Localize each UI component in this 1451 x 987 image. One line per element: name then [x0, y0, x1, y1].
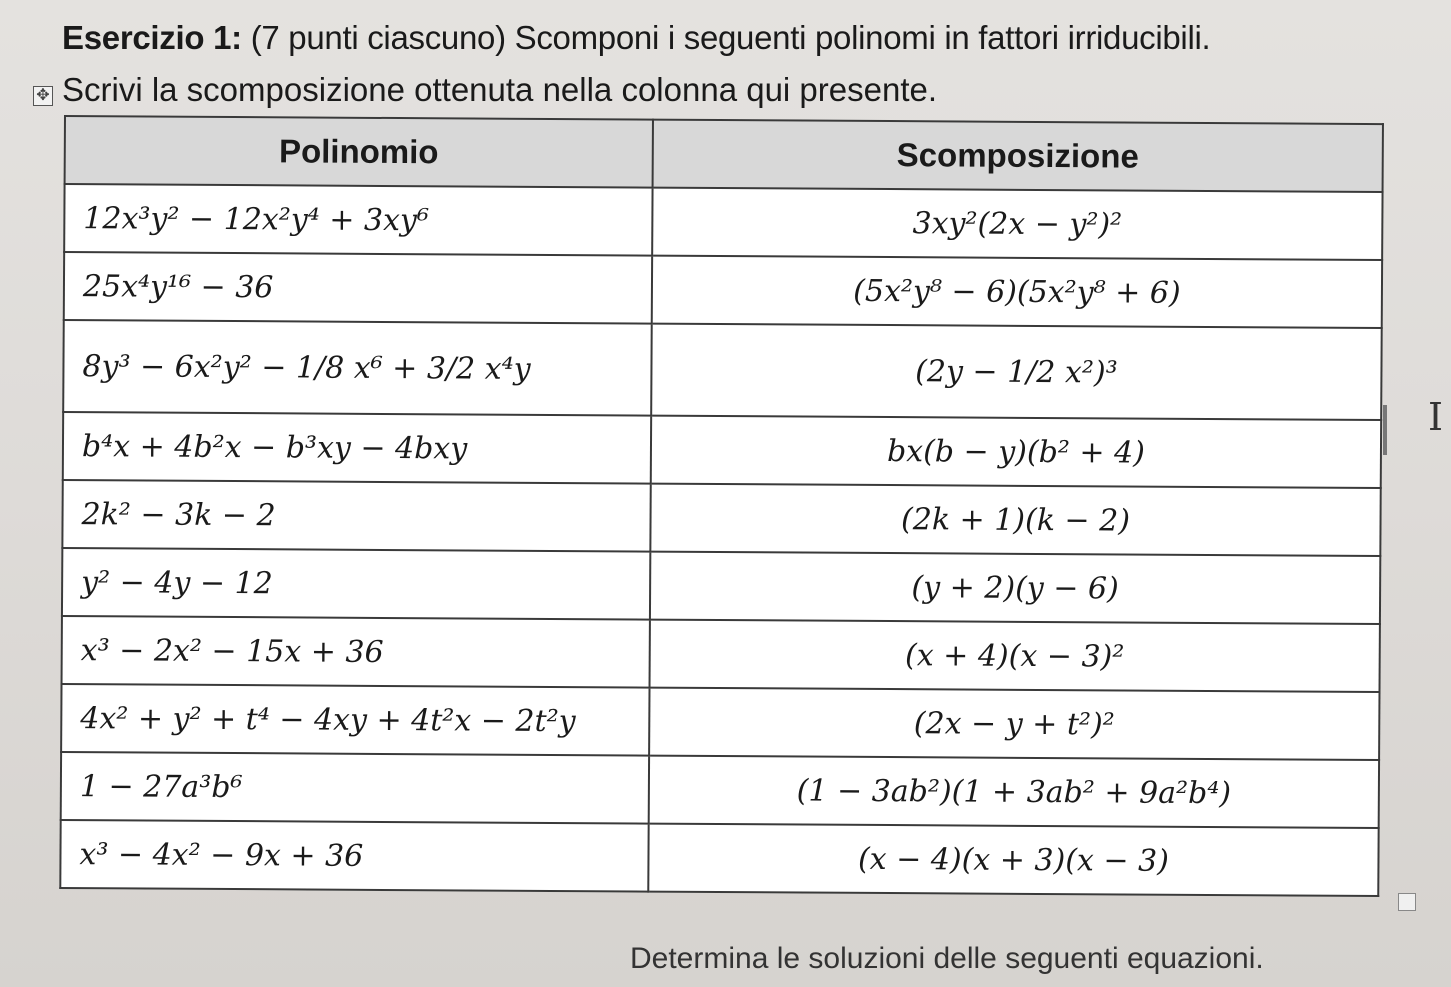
- factorization-cell[interactable]: (x − 4)(x + 3)(x − 3): [648, 824, 1378, 896]
- exercise-instruction: (7 punti ciascuno) Scomponi i seguenti polinomi in fattori irriducibili.: [241, 19, 1211, 56]
- polynomial-cell[interactable]: 25x⁴y¹⁶ − 36: [64, 252, 652, 324]
- factorization-cell[interactable]: (y + 2)(y − 6): [650, 552, 1380, 624]
- polynomial-cell[interactable]: y² − 4y − 12: [62, 548, 650, 620]
- factorization-cell[interactable]: (2y − 1/2 x²)³: [651, 324, 1382, 420]
- table-row: [61, 752, 1379, 828]
- next-exercise-text: Determina le soluzioni delle seguenti equazioni.: [630, 942, 1264, 975]
- exercise-sub-instruction: Scrivi la scomposizione ottenuta nella colonna qui presente.: [62, 71, 938, 108]
- exercise-heading: [62, 20, 1210, 56]
- table-header-row: [65, 116, 1383, 192]
- polynomial-cell[interactable]: x³ − 4x² − 9x + 36: [60, 820, 648, 892]
- factorization-cell[interactable]: 3xy²(2x − y²)²: [652, 188, 1382, 260]
- table-row: [63, 412, 1381, 488]
- polynomial-cell[interactable]: 1 − 27a³b⁶: [61, 752, 649, 824]
- table-row: [63, 320, 1382, 420]
- table-move-handle-icon[interactable]: ✥: [33, 86, 53, 106]
- table-row: [64, 252, 1382, 328]
- table-row: [64, 184, 1382, 260]
- table-row: [61, 684, 1379, 760]
- table-row: [62, 480, 1380, 556]
- polynomial-cell[interactable]: 2k² − 3k − 2: [62, 480, 650, 552]
- factorization-cell[interactable]: (5x²y⁸ − 6)(5x²y⁸ + 6): [652, 256, 1382, 328]
- factorization-cell[interactable]: bx(b − y)(b² + 4): [651, 416, 1381, 488]
- header-polynomial: Polinomio: [65, 116, 653, 188]
- header-factorization: Scomposizione: [653, 120, 1383, 192]
- polynomial-cell[interactable]: 12x³y² − 12x²y⁴ + 3xy⁶: [64, 184, 652, 256]
- factorization-cell[interactable]: (1 − 3ab²)(1 + 3ab² + 9a²b⁴): [649, 756, 1379, 828]
- table-resize-handle-icon[interactable]: [1398, 893, 1416, 911]
- polynomial-cell[interactable]: 8y³ − 6x²y² − 1/8 x⁶ + 3/2 x⁴y: [63, 320, 652, 416]
- table-row: [62, 548, 1380, 624]
- selection-bar: [1383, 405, 1387, 455]
- table-row: [60, 820, 1378, 896]
- factorization-cell[interactable]: (x + 4)(x − 3)²: [650, 620, 1380, 692]
- exercise-label: Esercizio 1:: [62, 19, 242, 56]
- table-row: [62, 616, 1380, 692]
- factorization-cell[interactable]: (2k + 1)(k − 2): [650, 484, 1380, 556]
- polynomial-cell[interactable]: x³ − 2x² − 15x + 36: [62, 616, 650, 688]
- factorization-cell[interactable]: (2x − y + t²)²: [649, 688, 1379, 760]
- polynomial-cell[interactable]: b⁴x + 4b²x − b³xy − 4bxy: [63, 412, 651, 484]
- polynomial-table: [59, 115, 1384, 897]
- text-cursor-icon: I: [1428, 395, 1444, 439]
- polynomial-cell[interactable]: 4x² + y² + t⁴ − 4xy + 4t²x − 2t²y: [61, 684, 649, 756]
